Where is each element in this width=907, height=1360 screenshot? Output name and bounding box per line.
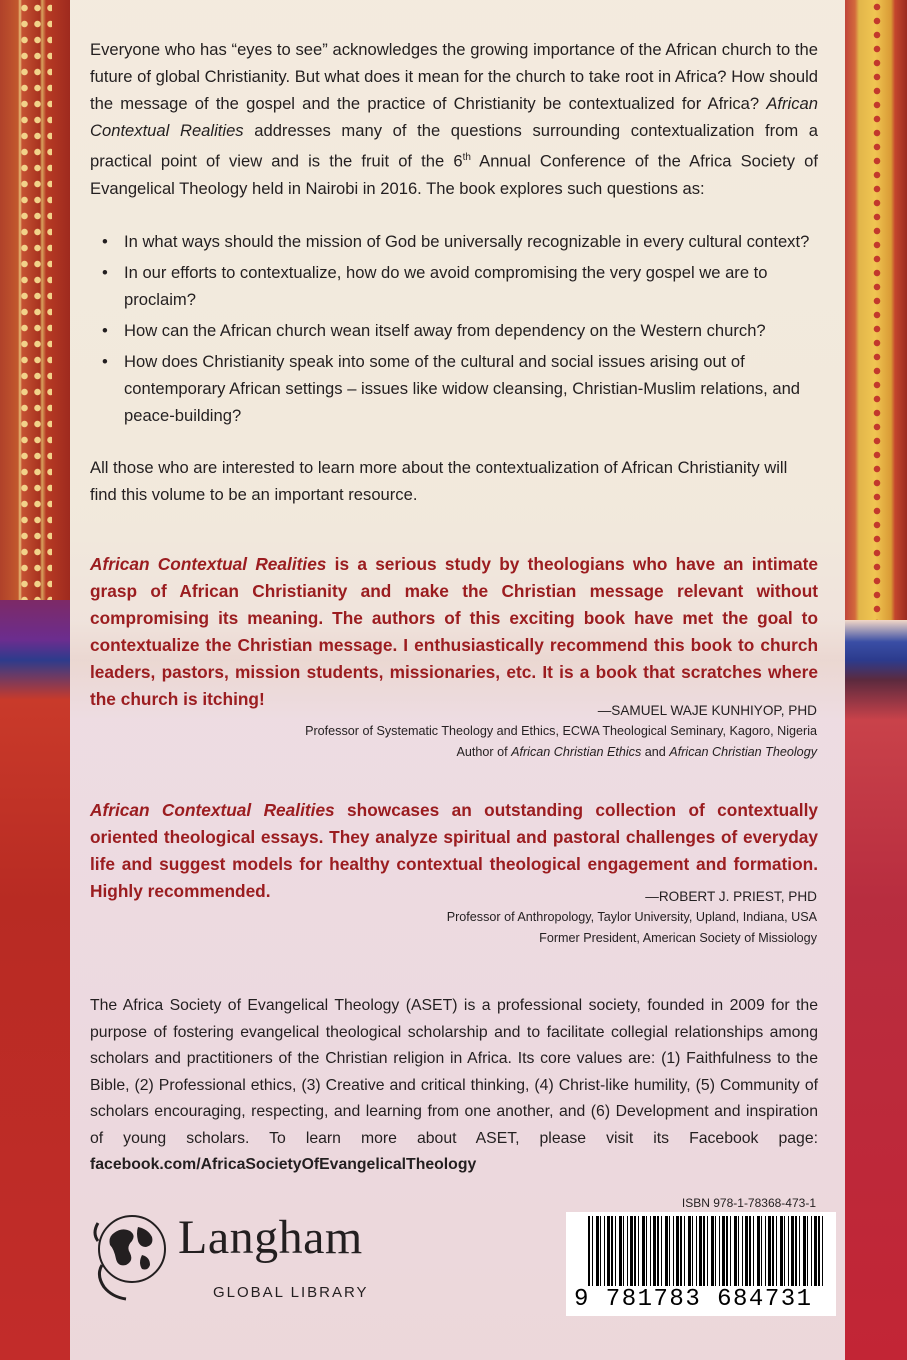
endorser-book-2: African Christian Theology (669, 745, 817, 759)
endorser-role-2: Former President, American Society of Missiology (539, 931, 817, 945)
endorsement-text: showcases an outstanding collection of contextually oriented theological essays. They analyze spiritual and pastoral challenges of everyday life and suggest models for healthy contextual theological engagement and formation. Highly recommended. (90, 800, 818, 901)
aset-facebook-link: facebook.com/AfricaSocietyOfEvangelicalTheology (90, 1156, 477, 1173)
endorser-role: Professor of Systematic Theology and Ethics, ECWA Theological Seminary, Kagoro, Nigeria (305, 724, 817, 738)
endorser-book-1: African Christian Ethics (511, 745, 642, 759)
endorser-books (217, 742, 817, 763)
endorsement-book-title: African Contextual Realities (90, 554, 327, 574)
and-conjunction: and (641, 745, 670, 759)
publisher-subtitle: GLOBAL LIBRARY (213, 1284, 369, 1301)
publisher-name: Langham (178, 1211, 363, 1264)
question-list (102, 228, 818, 433)
endorsement-attribution (217, 886, 817, 949)
intro-text-c: Annual Conference of the Africa Society of Evangelical Theology held in Nairobi in 2016. The book explores such questions as: (90, 151, 818, 198)
endorser-name: —SAMUEL WAJE KUNHIYOP, PHD (597, 703, 817, 718)
publisher-logo (92, 1200, 432, 1310)
endorsement-quote (90, 551, 818, 713)
intro-text-a: Everyone who has “eyes to see” acknowledges the growing importance of the African church to the future of global Christianity. But what does it mean for the church to take root in Africa? How should the message of the gospel and the practice of Christianity be contextualized for Africa? (90, 40, 818, 113)
ordinal-suffix: th (462, 152, 471, 163)
langham-globe-icon (92, 1205, 168, 1301)
question-item: • How can the African church wean itself away from dependency on the Western church? (102, 317, 818, 344)
aset-text: The Africa Society of Evangelical Theology (ASET) is a professional society, founded in 2009 for the purpose of fostering evangelical theological scholarship and to facilitate collegial relationships among scholars and practitioners of the Christian religion in Africa. Its core values are: (1) Faithfulness to the Bible, (2) Professional ethics, (3) Creative and critical thinking, (4) Christ-like humility, (5) Community of scholars encouraging, respecting, and learning from one another, and (6) Development and inspiration of young scholars. To learn more about ASET, please visit its Facebook page: (90, 997, 818, 1147)
intro-book-title: African Contextual Realities (90, 94, 818, 140)
aset-paragraph (90, 993, 818, 1179)
endorsement-text: is a serious study by theologians who have an intimate grasp of African Christianity and make the Christian message relevant without compromising its meaning. The authors of this exciting book have met the goal to contextualize the Christian message. I enthusiastically recommend this book to church leaders, pastors, mission students, missionaries, etc. It is a book that scratches where the church is itching! (90, 554, 818, 709)
intro-text-b: addresses many of the questions surrounding contextualization from a practical point of view and is the fruit of the 6 (90, 121, 819, 171)
endorsement-book-title: African Contextual Realities (90, 800, 335, 820)
left-dot-pattern (18, 0, 52, 600)
author-prefix: Author of (456, 745, 512, 759)
right-dot-pattern (869, 0, 885, 620)
endorser-name: —ROBERT J. PRIEST, PHD (645, 889, 817, 904)
outro-paragraph: All those who are interested to learn more about the contextualization of African Christianity will find this volume to be an important resource. (90, 458, 788, 504)
barcode-bars (588, 1216, 826, 1286)
question-item: • In our efforts to contextualize, how do we avoid compromising the very gospel we are to proclaim? (102, 259, 818, 313)
barcode-digits: 9 781783 684731 (574, 1286, 813, 1313)
question-item: • In what ways should the mission of God be universally recognizable in every cultural context? (102, 228, 818, 255)
endorsement-attribution (217, 700, 817, 763)
intro-paragraph (90, 36, 818, 202)
endorser-role: Professor of Anthropology, Taylor University, Upland, Indiana, USA (446, 910, 817, 924)
question-item: • How does Christianity speak into some of the cultural and social issues arising out of contemporary African settings – issues like widow cleansing, Christian-Muslim relations, and peace-building? (102, 348, 818, 429)
isbn-barcode (566, 1212, 836, 1316)
isbn-label: ISBN 978-1-78368-473-1 (681, 1196, 816, 1210)
